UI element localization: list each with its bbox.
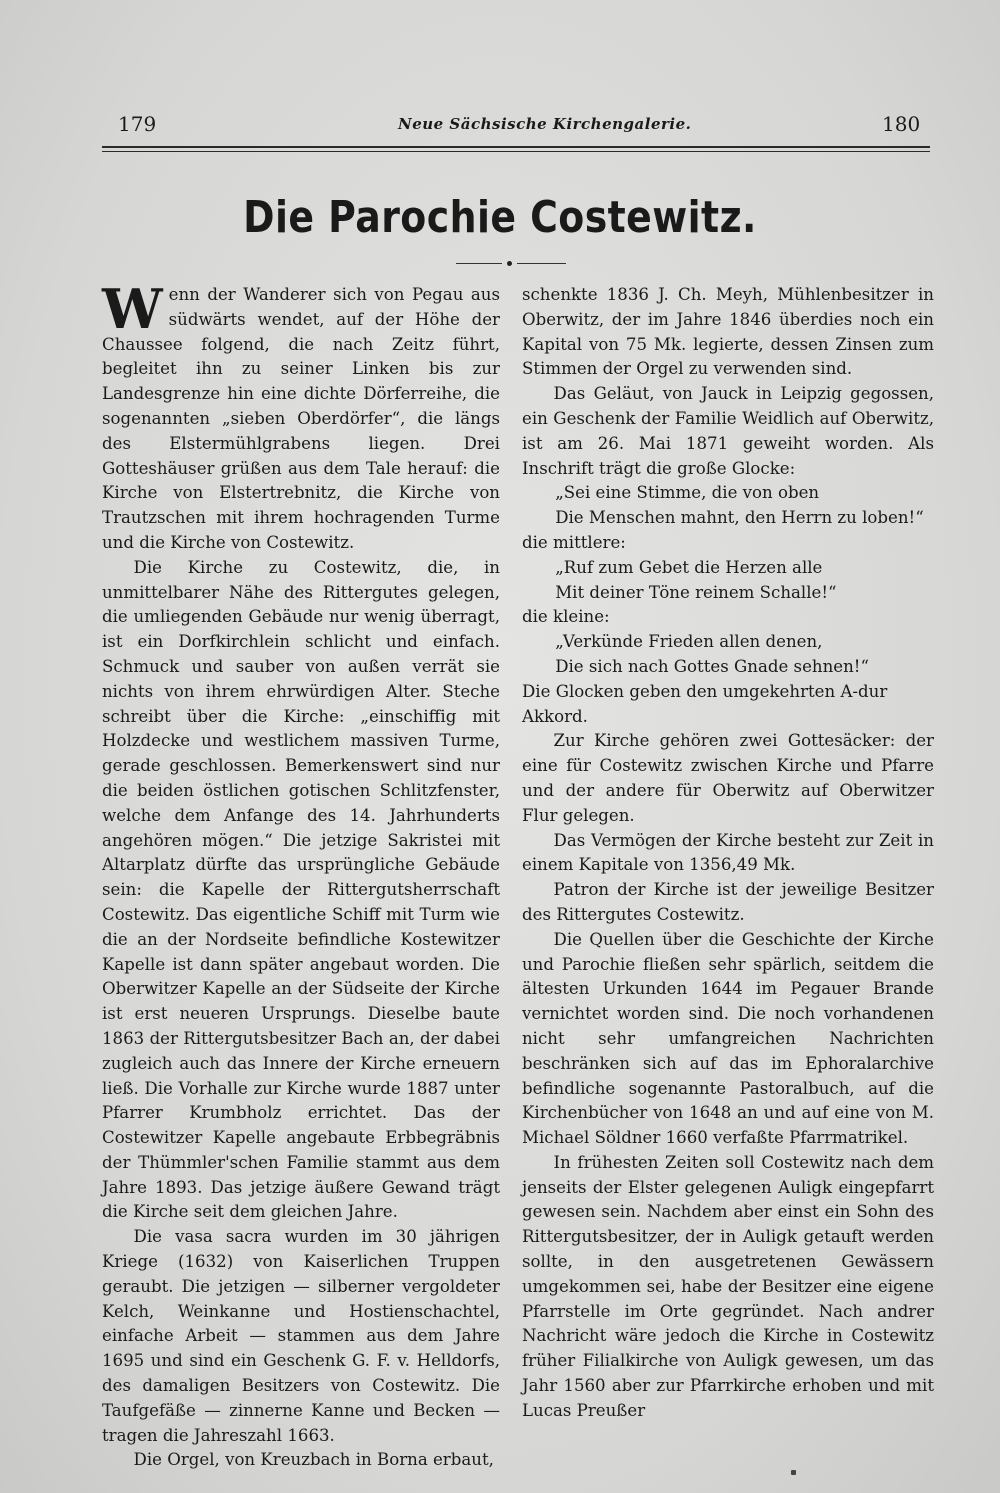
page-number-right: 180 — [882, 112, 921, 136]
header-rule-thin — [102, 151, 930, 152]
paragraph-intro-text: enn der Wanderer sich von Pegau aus südwärts wendet, auf der Höhe der Chaussee folgend, die nach Zeitz führt, begleitet ihn zu seiner Linken bis zur Landesgrenze hin eine dichte Dörferreihe, die sogenannten „sieben Oberdörfer“, die längs des Elstermühlgrabens liegen. Drei Gotteshäuser grüßen aus dem Tale herauf: die Kirche von Elstertrebnitz, die Kirche von Trautzschen mit ihrem hochragenden Turme und die Kirche von Costewitz. — [102, 285, 500, 552]
print-speck — [791, 1470, 796, 1475]
bell-inscription-line: „Ruf zum Gebet die Herzen alle — [555, 557, 823, 577]
right-column — [522, 283, 934, 1424]
left-column — [102, 277, 500, 1473]
bell-label: die mittlere: — [522, 532, 626, 552]
ornament-dot — [507, 261, 512, 266]
paragraph-intro — [102, 277, 500, 556]
paragraph-organ: Die Orgel, von Kreuzbach in Borna erbaut, — [133, 1450, 494, 1470]
paragraph-sources: Die Quellen über die Geschichte der Kirche und Parochie fließen sehr spärlich, seitdem die ältesten Urkunden 1644 im Pegauer Brande vernichtet worden sind. Die noch vorhandenen nicht sehr umfangreichen Nachrichten beschränken sich auf das im Ephoralarchive befindliche sogenannte Pastoralbuch, auf die Kirchenbücher von 1648 an und auf eine von M. Michael Söldner 1660 verfaßte Pfarrmatrikel. — [522, 929, 934, 1148]
title-ornament — [456, 261, 566, 267]
page-number-left: 179 — [118, 112, 157, 136]
chapter-title: Die Parochie Costewitz. — [243, 192, 757, 243]
paragraph-organ-cont: schenkte 1836 J. Ch. Meyh, Mühlenbesitzer in Oberwitz, der im Jahre 1846 überdies noch ein Kapital von 75 Mk. legierte, dessen Zinsen zum Stimmen der Orgel zu verwenden sind. — [522, 285, 934, 379]
paragraph-history: In frühesten Zeiten soll Costewitz nach dem jenseits der Elster gelegenen Auligk eingepfarrt gewesen sein. Nachdem aber einst ein Sohn des Rittergutsbesitzer, der in Auligk getauft werden sollte, in den ausgetretenen Gewässern umgekommen sei, habe der Besitzer eine eigene Pfarrstelle im Orte gegründet. Nach andrer Nachricht wäre jedoch die Kirche in Costewitz früher Filialkirche von Auligk gewesen, um das Jahr 1560 aber zur Pfarrkirche erhoben und mit Lucas Preußer — [522, 1152, 934, 1420]
bell-inscription-line: Die Menschen mahnt, den Herrn zu loben!“ — [555, 508, 924, 528]
bell-chord-line: Die Glocken geben den umgekehrten A-dur Akkord. — [522, 681, 888, 726]
paragraph-church: Die Kirche zu Costewitz, die, in unmittelbarer Nähe des Rittergutes gelegen, die umliegenden Gebäude nur wenig überragt, ist ein Dorfkirchlein schlicht und einfach. Schmuck und sauber von außen verrät sie nichts von ihrem ehrwürdigen Alter. Steche schreibt über die Kirche: „einschiffig mit Holzdecke und westlichem massiven Turme, gerade geschlossen. Bemerkenswert sind nur die beiden östlichen gotischen Schlitzfenster, welche dem Anfange des 14. Jahrhunderts angehören mögen.“ Die jetzige Sakristei mit Altarplatz dürfte das ursprüngliche Gebäude sein: die Kapelle der Rittergutsherrschaft Costewitz. Das eigentliche Schiff mit Turm wie die an der Nordseite befindliche Kostewitzer Kapelle ist dann später angebaut worden. Die Oberwitzer Kapelle an der Südseite der Kirche ist erst neueren Ursprungs. Dieselbe baute 1863 der Rittergutsbesitzer Bach an, der dabei zugleich auch das Innere der Kirche erneuern ließ. Die Vorhalle zur Kirche wurde 1887 unter Pfarrer Krumbholz errichtet. Das der Costewitzer Kapelle angebaute Erbbegräbnis der Thümmler'schen Familie stammt aus dem Jahre 1893. Das jetzige äußere Gewand trägt die Kirche seit dem gleichen Jahre. — [102, 557, 500, 1222]
paragraph-bells: Das Geläut, von Jauck in Leipzig gegossen, ein Geschenk der Familie Weidlich auf Oberwitz, ist am 26. Mai 1871 geweiht worden. Als Inschrift trägt die große Glocke: — [522, 384, 934, 478]
paragraph-assets: Das Vermögen der Kirche besteht zur Zeit in einem Kapitale von 1356,49 Mk. — [522, 830, 934, 875]
running-head: Neue Sächsische Kirchengalerie. — [398, 115, 692, 133]
ornament-line-right — [517, 263, 566, 264]
bell-inscription-line: „Sei eine Stimme, die von oben — [555, 483, 820, 503]
bell-label: die kleine: — [522, 607, 610, 627]
drop-cap: W — [102, 277, 163, 341]
ornament-line-left — [456, 263, 502, 264]
paragraph-patron: Patron der Kirche ist der jeweilige Besitzer des Rittergutes Costewitz. — [522, 880, 934, 924]
bell-inscription-line: Mit deiner Töne reinem Schalle!“ — [555, 582, 837, 602]
header-rule-thick — [102, 146, 930, 148]
paragraph-vasa-sacra: Die vasa sacra wurden im 30 jährigen Kriege (1632) von Kaiserlichen Truppen geraubt. Die jetzigen — silberner vergoldeter Kelch, Weinkanne und Hostienschachtel, einfache Arbeit — stammen aus dem Jahre 1695 und sind ein Geschenk G. F. v. Helldorfs, des damaligen Besitzers von Costewitz. Die Taufgefäße — zinnerne Kanne und Becken — tragen die Jahreszahl 1663. — [102, 1227, 500, 1445]
bell-inscription-line: „Verkünde Frieden allen denen, — [555, 632, 823, 652]
page-header — [0, 112, 1000, 142]
paragraph-cemeteries: Zur Kirche gehören zwei Gottesäcker: der eine für Costewitz zwischen Kirche und Pfarre und der andere für Oberwitz auf Oberwitzer Flur gelegen. — [522, 731, 934, 825]
bell-inscription-line: Die sich nach Gottes Gnade sehnen!“ — [555, 656, 869, 676]
